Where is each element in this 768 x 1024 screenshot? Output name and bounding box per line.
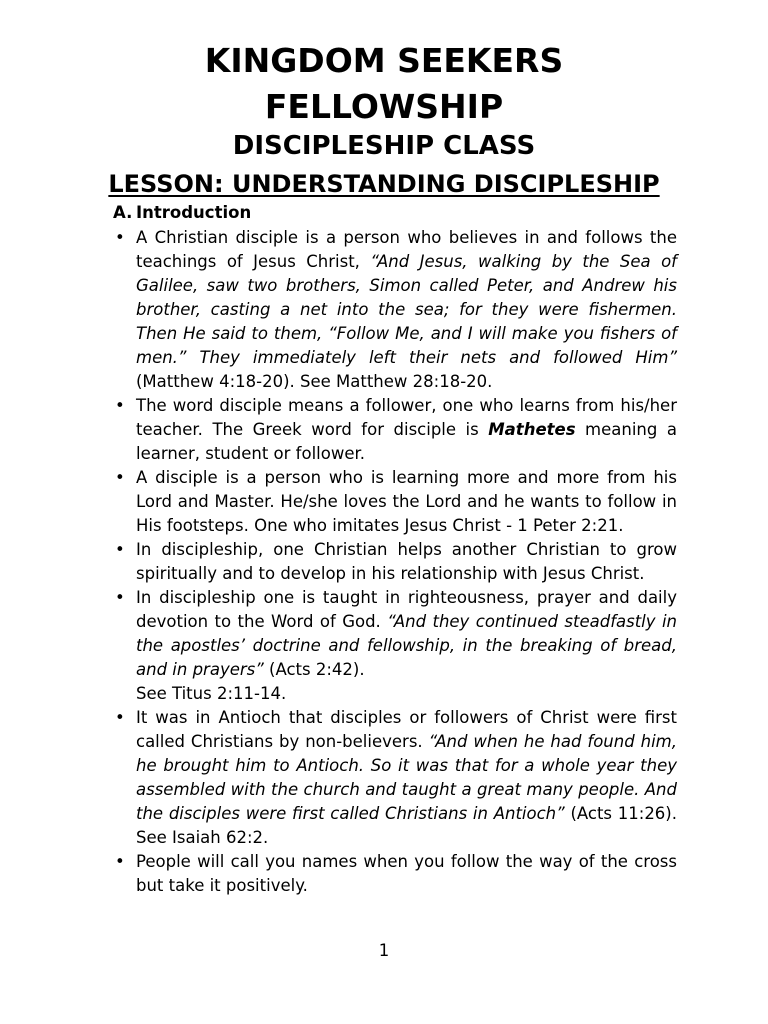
lesson-heading	[0, 168, 768, 200]
list-item	[0, 538, 677, 586]
list-item	[0, 586, 677, 706]
document-title-line-2: FELLOWSHIP	[264, 87, 504, 126]
list-item-text: A disciple is a person who is learning more and more from his Lord and Master. He/she loves the Lord and he wants to follow in His footsteps. One who imitates Jesus Christ - 1 Peter 2:21.	[136, 468, 677, 535]
bullet-icon: •	[115, 540, 125, 559]
bullet-icon: •	[115, 468, 125, 487]
list-item-text: In discipleship one is taught in righteousness, prayer and daily devotion to the Word of God.	[136, 588, 677, 631]
document-subtitle: DISCIPLESHIP CLASS	[232, 131, 536, 161]
section-marker: A.	[113, 203, 133, 222]
scripture-quote: “And they continued steadfastly in the apostles’ doctrine and fellowship, in the breaking of bread, and in prayers”	[136, 612, 677, 679]
bullet-icon: •	[115, 396, 125, 415]
scripture-quote: “And Jesus, walking by the Sea of Galilee, saw two brothers, Simon called Peter, and Andrew his brother, casting a net into the sea; for they were fishermen. Then He said to them, “Follow Me, and I will make you fishers of men.” They immediately left their nets and followed Him”	[136, 252, 677, 367]
page-number: 1	[378, 941, 390, 960]
list-item-text: A Christian disciple is a person who believes in and follows the teachings of Jesus Christ,	[136, 228, 677, 271]
list-item-text: It was in Antioch that disciples or followers of Christ were first called Christians by non-believers.	[136, 708, 677, 751]
bullet-icon: •	[115, 708, 125, 727]
bullet-icon: •	[115, 588, 125, 607]
list-item	[0, 706, 677, 850]
bullet-icon: •	[115, 852, 125, 871]
section-heading	[113, 201, 251, 225]
bullet-icon: •	[115, 228, 125, 247]
lesson-heading-text: LESSON: UNDERSTANDING DISCIPLESHIP	[108, 170, 660, 198]
list-item	[0, 394, 677, 466]
document-title-line-1: KINGDOM SEEKERS	[204, 41, 564, 80]
list-item	[0, 466, 677, 538]
greek-term: Mathetes	[488, 420, 576, 439]
list-item	[0, 226, 677, 394]
scripture-reference: (Matthew 4:18-20). See Matthew 28:18-20.	[136, 372, 493, 391]
list-item-text: People will call you names when you follow the way of the cross but take it positively.	[136, 852, 677, 895]
bullet-list	[0, 226, 768, 898]
list-item	[0, 850, 677, 898]
list-item-text: The word disciple means a follower, one who learns from his/her teacher. The Greek word for disciple is	[136, 396, 677, 439]
cross-reference: See Titus 2:11-14.	[136, 684, 287, 703]
section-title: Introduction	[136, 203, 252, 222]
list-item-text: In discipleship, one Christian helps another Christian to grow spiritually and to develop in his relationship with Jesus Christ.	[136, 540, 677, 583]
list-item-text-continued: meaning a learner, student or follower.	[136, 420, 677, 463]
scripture-quote: “And when he had found him, he brought him to Antioch. So it was that for a whole year they assembled with the church and taught a great many people. And the disciples were first called Christians in Antioch”	[136, 732, 677, 823]
scripture-reference: (Acts 11:26). See Isaiah 62:2.	[136, 804, 677, 847]
scripture-reference: (Acts 2:42).	[263, 660, 365, 679]
